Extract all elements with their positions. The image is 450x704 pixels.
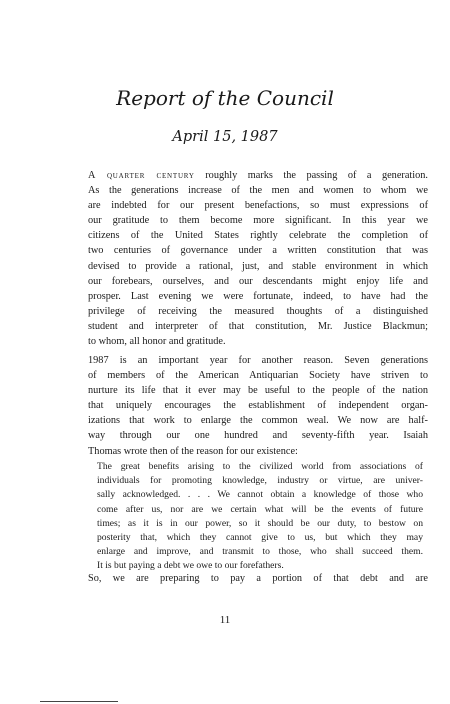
quote-line: posterity that, which they cannot give to us, but which they may (97, 532, 423, 544)
paragraph-line: our gratitude to them become more significant. In this year we (88, 215, 428, 227)
paragraph-line: student and interpreter of that constitution, Mr. Justice Blackmun; (88, 320, 428, 332)
quote-line: enlarge and improve, and transmit to those, who shall succeed them. (97, 546, 423, 558)
paragraph-line-text: roughly marks the passing of a generation. (194, 170, 428, 181)
block-quote (97, 460, 423, 574)
footer-rule (40, 701, 118, 702)
paragraph-line: citizens of the United States rightly celebrate the completion of (88, 230, 428, 242)
paragraph-line (88, 168, 428, 183)
paragraph-line: are indebted for our present benefactions, so must expressions of (88, 200, 428, 212)
paragraph-2 (88, 353, 428, 459)
paragraph-line: izations that work to enlarge the common weal. We now are half- (88, 415, 428, 427)
paragraph-line: nurture its life that it ever may be useful to the people of the nation (88, 385, 428, 397)
paragraph-line: As the generations increase of the men and women to whom we (88, 185, 428, 197)
paragraph-line: to whom, all honor and gratitude. (88, 336, 226, 348)
paragraph-3 (88, 571, 428, 586)
paragraph-1 (88, 168, 428, 349)
paragraph-line: devised to provide a rational, just, and stable environment in which (88, 260, 428, 272)
paragraph-line: way through our one hundred and seventy-fifth year. Isaiah (88, 430, 428, 442)
paragraph-line: privilege of receiving the measured thoughts of a distinguished (88, 305, 428, 317)
paragraph-line: So, we are preparing to pay a portion of that debt and are (88, 573, 428, 584)
quote-line: It is but paying a debt we owe to our forefathers. (97, 560, 284, 572)
lead-in-smallcaps: A quarter century (88, 170, 195, 181)
quote-line: The great benefits arising to the civilized world from associations of (97, 461, 423, 472)
page-number: 11 (219, 614, 231, 626)
paragraph-line: of members of the American Antiquarian Society have striven to (88, 370, 428, 382)
paragraph-line: our forebears, ourselves, and our descendants might enjoy life and (88, 275, 428, 287)
quote-line: times; as it is in our power, so it should be our duty, to bestow on (97, 517, 423, 529)
paragraph-line: that uniquely encourages the establishment of independent organ- (88, 400, 428, 412)
paragraph-line: Thomas wrote then of the reason for our existence: (88, 445, 298, 457)
page-title: Report of the Council (116, 86, 334, 110)
quote-line: individuals for promoting knowledge, industry or virtue, are univer- (97, 475, 423, 487)
quote-line: sally acknowledged. . . . We cannot obtain a knowledge of those who (97, 489, 423, 501)
report-date: April 15, 1987 (172, 129, 278, 145)
paragraph-line: 1987 is an important year for another reason. Seven generations (88, 355, 428, 366)
paragraph-line: prosper. Last evening we were fortunate, indeed, to have had the (88, 290, 428, 302)
quote-line: come after us, nor are we certain what will be the events of future (97, 503, 423, 515)
paragraph-line: two centuries of governance under a written constitution that was (88, 245, 428, 257)
